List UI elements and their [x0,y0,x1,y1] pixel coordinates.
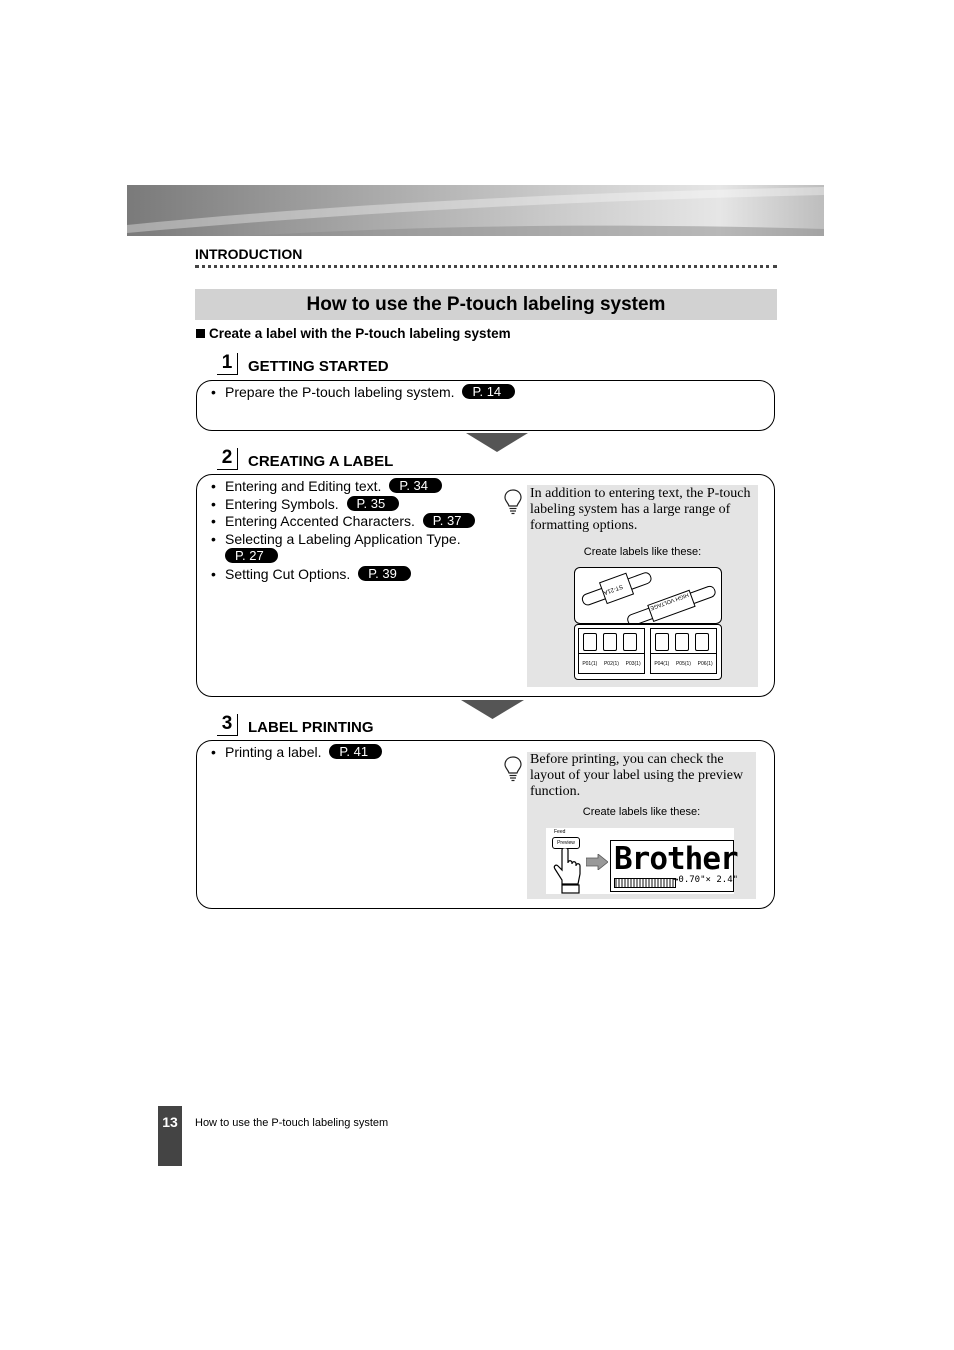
port-icon [675,633,689,651]
step-1-list [211,384,515,402]
step-2-box [196,474,775,697]
port-icon [655,633,669,651]
down-arrow-icon [466,433,528,452]
page-number-tab [158,1106,182,1166]
list-item [211,384,515,402]
tip-panel [527,752,756,899]
step-3-box [196,740,775,909]
step-2-list [211,478,501,583]
tip-text: In addition to entering text, the P-touch labeling system has a large range of formatting options. [530,486,751,533]
page-reference-link[interactable]: P. 35 [347,496,400,511]
port-icon [623,633,637,651]
item-text: Prepare the P-touch labeling system. [225,384,455,400]
panel-group [650,628,717,674]
patch-panel-illustration [574,624,722,680]
step-title: LABEL PRINTING [248,719,374,736]
page-number: 13 [162,1114,178,1130]
page-title-text: How to use the P-touch labeling system [306,293,666,315]
step-number: 2 [217,448,238,470]
page-reference-link[interactable]: P. 34 [389,478,442,493]
item-text: Selecting a Labeling Application Type. [225,530,461,547]
step-3-heading [217,714,374,736]
step-1-box [196,380,775,431]
preview-text: Brother [614,841,738,877]
step-title: CREATING A LABEL [248,453,394,470]
tip-caption: Create labels like these: [583,546,702,558]
feed-key-label: Feed [554,829,566,835]
pointing-hand-icon [550,848,584,894]
list-item [211,566,501,584]
panel-group [578,628,645,674]
step-number: 3 [217,714,238,736]
list-item [211,531,501,566]
page-reference-link[interactable]: P. 27 [225,548,278,563]
preview-size-text: →0.70"× 2.4" [673,875,739,885]
item-text: Entering and Editing text. [225,478,382,494]
list-item [211,744,382,762]
panel-label-strip [579,653,644,674]
preview-key-label: Preview [557,840,575,846]
tube-label-text: HIGH VOLTAGE [649,591,690,611]
port-icon [603,633,617,651]
preview-illustration [546,828,739,894]
panel-label: P01(1) [582,661,598,667]
panel-label: P05(1) [675,661,691,667]
list-item [211,496,501,514]
step-3-list [211,744,382,762]
lightbulb-icon [504,756,522,782]
item-text: Entering Symbols. [225,495,339,512]
subheading [196,326,511,341]
panel-label: P06(1) [697,661,713,667]
step-title: GETTING STARTED [248,358,389,375]
list-item [211,513,501,531]
item-text: Entering Accented Characters. [225,513,415,529]
page-title [195,289,777,320]
subheading-text: Create a label with the P-touch labeling system [209,326,511,341]
section-label: INTRODUCTION [195,246,303,262]
panel-label: P02(1) [603,661,619,667]
footer-text: How to use the P-touch labeling system [195,1117,389,1129]
item-text: Printing a label. [225,744,322,760]
lightbulb-icon [504,489,522,515]
preview-size-value: 0.70"× 2.4" [678,875,739,885]
preview-length-bar [614,878,676,888]
step-2-heading [217,448,393,470]
panel-label: P04(1) [654,661,670,667]
down-arrow-icon [461,700,524,719]
lcd-preview-screen [610,840,739,892]
square-bullet-icon [196,329,205,338]
panel-label-strip [651,653,716,674]
list-item [211,478,501,496]
page-reference-link[interactable]: P. 37 [423,513,476,528]
step-1-heading [217,353,389,375]
item-text: Setting Cut Options. [225,565,351,582]
right-arrow-icon [586,854,608,870]
page-reference-link[interactable]: P. 14 [462,384,515,399]
dotted-divider [195,265,777,268]
header-banner [127,185,824,236]
port-icon [695,633,709,651]
tube-label-text: ST-21A [602,582,624,596]
panel-label: P03(1) [625,661,641,667]
tip-text: Before printing, you can check the layout of your label using the preview function. [530,752,744,799]
step-number: 1 [217,353,238,375]
page-reference-link[interactable]: P. 39 [358,566,411,581]
tip-caption: Create labels like these: [582,806,701,818]
page-reference-link[interactable]: P. 41 [329,744,382,759]
port-icon [583,633,597,651]
tip-panel [527,485,758,687]
tube-label-illustration [574,567,722,624]
